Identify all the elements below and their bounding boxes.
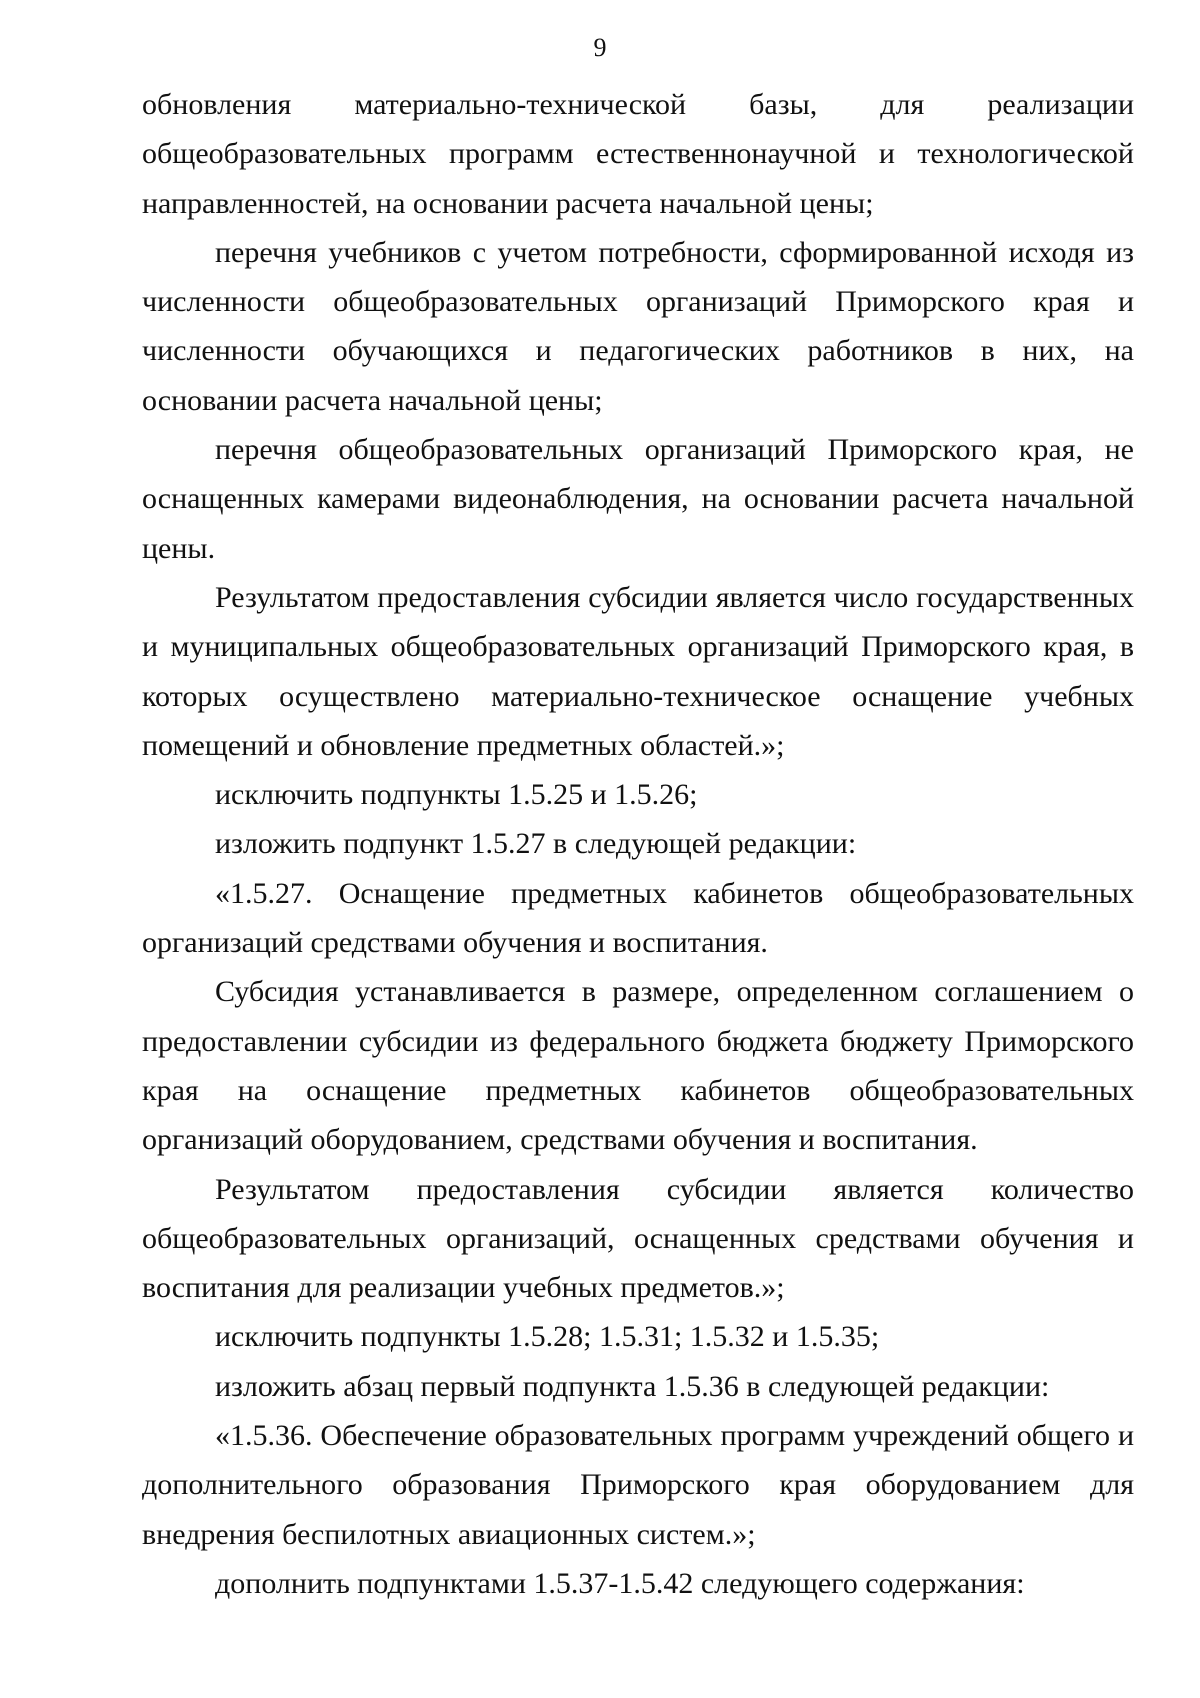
paragraph-result-equipment: Результатом предоставления субсидии является число государственных и муниципальных общеобразовательных организаций Приморского края, в которых осуществлено материально-техническое оснащение учебных помещений и обновление предметных областей.»; — [142, 580, 1134, 762]
paragraph-restate-1-5-36: изложить абзац первый подпункта 1.5.36 в следующей редакции: — [215, 1369, 1050, 1403]
paragraph-video-surveillance: перечня общеобразовательных организаций Приморского края, не оснащенных камерами видеонаблюдения, на основании расчета начальной цены. — [142, 433, 1134, 565]
paragraph-item-1-5-27: «1.5.27. Оснащение предметных кабинетов общеобразовательных организаций средствами обучения и воспитания. — [142, 876, 1134, 960]
paragraph-add-1-5-37: дополнить подпунктами 1.5.37-1.5.42 следующего содержания: — [215, 1566, 1025, 1600]
paragraph-subsidy-amount: Субсидия устанавливается в размере, определенном соглашением о предоставлении субсидии из федерального бюджета бюджету Приморского края на оснащение предметных кабинетов общеобразовательных организаций оборудованием, средствами обучения и воспитания. — [142, 975, 1134, 1157]
paragraph-item-1-5-36: «1.5.36. Обеспечение образовательных программ учреждений общего и дополнительного образования Приморского края оборудованием для внедрения беспилотных авиационных систем.»; — [142, 1419, 1134, 1551]
page-number: 9 — [593, 33, 607, 62]
paragraph-result-quantity: Результатом предоставления субсидии является количество общеобразовательных организаций, оснащенных средствами обучения и воспитания для реализации учебных предметов.»; — [142, 1172, 1134, 1305]
paragraph-continuation: обновления материально-технической базы, для реализации общеобразовательных программ естественнонаучной и технологической направленностей, на основании расчета начальной цены; — [142, 88, 1134, 220]
paragraph-exclude-1-5-28: исключить подпункты 1.5.28; 1.5.31; 1.5.32 и 1.5.35; — [215, 1320, 880, 1354]
paragraph-exclude-1-5-25: исключить подпункты 1.5.25 и 1.5.26; — [215, 778, 698, 812]
paragraph-restate-1-5-27: изложить подпункт 1.5.27 в следующей редакции: — [215, 827, 857, 861]
paragraph-textbooks-list: перечня учебников с учетом потребности, сформированной исходя из численности общеобразовательных организаций Приморского края и численности обучающихся и педагогических работников в них, на основании расчета начальной цены; — [142, 235, 1134, 417]
document-body — [142, 80, 1134, 1608]
